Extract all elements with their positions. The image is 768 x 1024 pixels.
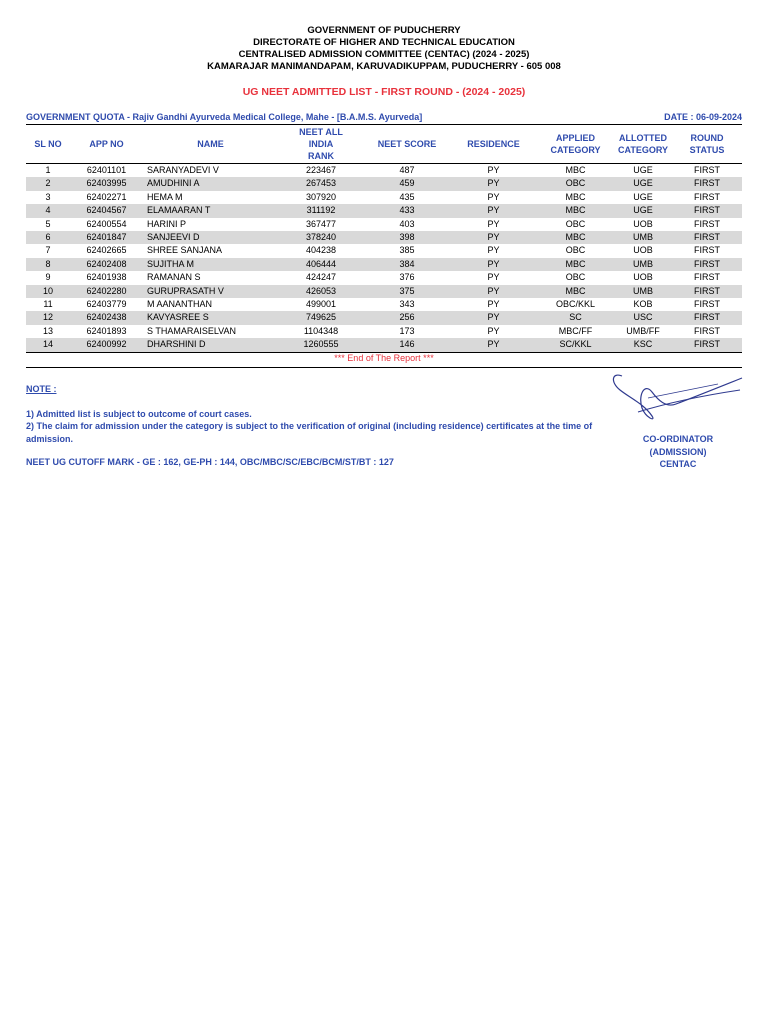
cell-applied: OBC [565, 272, 586, 283]
cutoff-mark: NEET UG CUTOFF MARK - GE : 162, GE-PH : 144, OBC/MBC/SC/EBC/BCM/ST/BT : 127 [26, 457, 394, 467]
cell-residence: PY [450, 204, 537, 217]
cell-rank: 267453 [278, 177, 364, 190]
cell-sl: 8 [26, 258, 70, 271]
cell-sl: 12 [26, 311, 70, 324]
table-row [26, 285, 742, 298]
document-header [0, 25, 768, 73]
cell-sl: 13 [42, 325, 53, 336]
cell-allotted: UGE [614, 204, 672, 217]
cell-status: FIRST [694, 299, 720, 310]
col-allotted [614, 125, 672, 164]
col-applied-line2: CATEGORY [550, 145, 601, 155]
cell-rank: 406444 [278, 258, 364, 271]
cell-score: 487 [399, 165, 415, 175]
cell-applied: MBC [537, 258, 614, 271]
cell-app-no: 62402665 [86, 245, 127, 256]
cell-allotted: UGE [633, 165, 653, 175]
cell-name: RAMANAN S [147, 272, 201, 283]
cell-score: 343 [399, 299, 415, 310]
cell-applied: MBC [565, 165, 586, 175]
cell-app-no: 62403995 [70, 177, 143, 190]
cell-sl: 1 [45, 165, 51, 175]
header-committee: CENTRALISED ADMISSION COMMITTEE (CENTAC) (2024 - 2025) [238, 49, 530, 60]
col-applied [537, 125, 614, 164]
col-sl-no: SL NO [26, 125, 70, 164]
cell-status: FIRST [672, 258, 742, 271]
table-row [26, 191, 742, 204]
cell-rank: 367477 [305, 218, 337, 229]
cell-sl: 9 [45, 272, 51, 283]
cell-score: 375 [364, 285, 450, 298]
coordinator-block [618, 433, 738, 471]
cell-name: S THAMARAISELVAN [147, 325, 237, 336]
cell-rank: 404238 [305, 245, 337, 256]
admitted-list-table [26, 124, 742, 353]
cell-applied: OBC [565, 245, 586, 256]
col-score: NEET SCORE [364, 125, 450, 164]
cell-sl: 6 [26, 231, 70, 244]
cell-allotted: UMB [614, 231, 672, 244]
cell-rank: 311192 [278, 204, 364, 217]
cell-rank: 223467 [305, 165, 337, 175]
cell-app-no: 62401847 [70, 231, 143, 244]
cell-name: DHARSHINI D [143, 338, 278, 352]
cell-app-no: 62402408 [70, 258, 143, 271]
col-rank-line1: NEET ALL [299, 127, 343, 137]
cell-allotted: UMB/FF [626, 325, 660, 336]
table-body [26, 164, 742, 353]
end-of-report: *** End of The Report *** [334, 353, 434, 363]
cell-residence: PY [450, 285, 537, 298]
cell-residence: PY [487, 272, 500, 283]
col-allotted-line2: CATEGORY [617, 145, 668, 155]
header-government: GOVERNMENT OF PUDUCHERRY [307, 25, 461, 36]
table-row [26, 177, 742, 190]
cell-rank: 307920 [305, 191, 337, 202]
cell-score: 256 [364, 311, 450, 324]
cell-score: 146 [364, 338, 450, 352]
coordinator-org: CENTAC [659, 459, 697, 469]
cell-status: FIRST [672, 338, 742, 352]
cell-rank: 749625 [278, 311, 364, 324]
cell-score: 403 [399, 218, 415, 229]
cell-sl: 4 [26, 204, 70, 217]
col-residence: RESIDENCE [450, 125, 537, 164]
cell-rank: 424247 [305, 272, 337, 283]
cell-app-no: 62400554 [86, 218, 127, 229]
cell-status: FIRST [672, 177, 742, 190]
table-row [26, 311, 742, 324]
cell-status: FIRST [694, 218, 720, 229]
cell-allotted: KSC [614, 338, 672, 352]
note-item-2: 2) The claim for admission under the category is subject to the verification of original (including residence) certificates at the time of admission. [26, 421, 593, 444]
cell-sl: 2 [26, 177, 70, 190]
list-title: UG NEET ADMITTED LIST - FIRST ROUND - (2024 - 2025) [242, 86, 526, 98]
cell-name: SARANYADEVI V [147, 165, 219, 175]
cell-applied: MBC [537, 231, 614, 244]
cell-allotted: UMB [614, 285, 672, 298]
table-header-row [26, 125, 742, 164]
table-row [26, 244, 742, 257]
cell-status: FIRST [694, 191, 720, 202]
cell-applied: OBC/KKL [555, 299, 595, 310]
cell-score: 376 [399, 272, 415, 283]
cell-residence: PY [450, 231, 537, 244]
cell-applied: SC [537, 311, 614, 324]
col-rank-line2: INDIA [308, 139, 334, 149]
cell-rank: 499001 [305, 299, 337, 310]
cell-allotted: UOB [633, 245, 653, 256]
cell-applied: SC/KKL [537, 338, 614, 352]
cell-sl: 14 [26, 338, 70, 352]
cell-app-no: 62402280 [70, 285, 143, 298]
cell-allotted: KOB [633, 299, 653, 310]
table-row [26, 164, 742, 178]
coordinator-dept: (ADMISSION) [649, 446, 707, 457]
cell-name: SHREE SANJANA [147, 245, 223, 256]
cell-name: SUJITHA M [143, 258, 278, 271]
cell-residence: PY [450, 338, 537, 352]
quota-label: GOVERNMENT QUOTA - Rajiv Gandhi Ayurveda Medical College, Mahe - [B.A.M.S. Ayurveda] [26, 112, 423, 122]
col-status: ROUND STATUS [672, 125, 742, 164]
cell-score: 384 [364, 258, 450, 271]
cell-status: FIRST [672, 231, 742, 244]
cell-residence: PY [487, 218, 500, 229]
cell-allotted: UGE [633, 191, 653, 202]
header-address: KAMARAJAR MANIMANDAPAM, KARUVADIKUPPAM, PUDUCHERRY - 605 008 [207, 61, 561, 72]
cell-app-no: 62402438 [70, 311, 143, 324]
cell-app-no: 62400992 [70, 338, 143, 352]
table-row [26, 338, 742, 352]
cell-rank: 1104348 [303, 325, 339, 336]
cell-status: FIRST [672, 285, 742, 298]
coordinator-title: CO-ORDINATOR [642, 434, 714, 444]
cell-name: GURUPRASATH V [143, 285, 278, 298]
cell-applied: MBC [537, 285, 614, 298]
cell-name: M AANANTHAN [147, 299, 213, 310]
cell-applied: MBC [565, 191, 586, 202]
table-row [26, 271, 742, 284]
cell-allotted: UGE [614, 177, 672, 190]
cell-name: AMUDHINI A [143, 177, 278, 190]
cell-allotted: UOB [633, 272, 653, 283]
cell-name: HEMA M [147, 191, 183, 202]
report-date: DATE : 06-09-2024 [664, 112, 742, 122]
cell-applied: OBC [565, 218, 586, 229]
note-title: NOTE : [26, 384, 57, 394]
cell-residence: PY [450, 311, 537, 324]
cell-score: 435 [399, 191, 415, 202]
cell-score: 459 [364, 177, 450, 190]
col-applied-line1: APPLIED [555, 133, 595, 143]
cell-app-no: 62404567 [70, 204, 143, 217]
cell-applied: MBC/FF [558, 325, 593, 336]
table-row [26, 298, 742, 311]
cell-sl: 10 [26, 285, 70, 298]
cell-app-no: 62401938 [86, 272, 127, 283]
cell-score: 385 [399, 245, 415, 256]
cell-residence: PY [450, 258, 537, 271]
cell-allotted: USC [614, 311, 672, 324]
table-row [26, 231, 742, 244]
header-directorate: DIRECTORATE OF HIGHER AND TECHNICAL EDUCATION [253, 37, 515, 48]
cell-rank: 378240 [278, 231, 364, 244]
cell-sl: 11 [43, 299, 53, 310]
col-app-no: APP NO [70, 125, 143, 164]
table-row [26, 218, 742, 231]
cell-residence: PY [450, 177, 537, 190]
cell-applied: OBC [537, 177, 614, 190]
col-name: NAME [143, 125, 278, 164]
col-allotted-line1: ALLOTTED [619, 133, 667, 143]
col-rank-line3: RANK [308, 151, 334, 161]
cell-app-no: 62402271 [86, 191, 127, 202]
cell-name: KAVYASREE S [143, 311, 278, 324]
cell-rank: 1260555 [278, 338, 364, 352]
cell-status: FIRST [694, 165, 720, 175]
cell-app-no: 62401893 [86, 325, 127, 336]
cell-rank: 426053 [278, 285, 364, 298]
cell-residence: PY [487, 325, 500, 336]
cell-score: 173 [399, 325, 415, 336]
signature-icon [608, 368, 748, 438]
cell-allotted: UOB [633, 218, 653, 229]
cell-score: 398 [364, 231, 450, 244]
table-row [26, 204, 742, 217]
cell-status: FIRST [694, 272, 720, 283]
cell-score: 433 [364, 204, 450, 217]
cell-residence: PY [487, 245, 500, 256]
note-item-1: 1) Admitted list is subject to outcome of court cases. [26, 408, 252, 419]
cell-app-no: 62403779 [86, 299, 127, 310]
table-row [26, 258, 742, 271]
cell-status: FIRST [694, 325, 720, 336]
cell-name: SANJEEVI D [143, 231, 278, 244]
cell-status: FIRST [694, 245, 720, 256]
col-rank [278, 125, 364, 164]
cell-sl: 3 [45, 191, 51, 202]
cell-applied: MBC [537, 204, 614, 217]
cell-residence: PY [487, 191, 500, 202]
cell-name: ELAMAARAN T [143, 204, 278, 217]
cell-name: HARINI P [147, 218, 187, 229]
cell-app-no: 62401101 [86, 165, 127, 175]
table-row [26, 325, 742, 338]
cell-sl: 7 [45, 245, 51, 256]
cell-allotted: UMB [614, 258, 672, 271]
cell-sl: 5 [45, 218, 51, 229]
cell-status: FIRST [672, 204, 742, 217]
cell-status: FIRST [672, 311, 742, 324]
cell-residence: PY [487, 299, 500, 310]
notes-section [26, 383, 616, 469]
cell-residence: PY [487, 165, 500, 175]
